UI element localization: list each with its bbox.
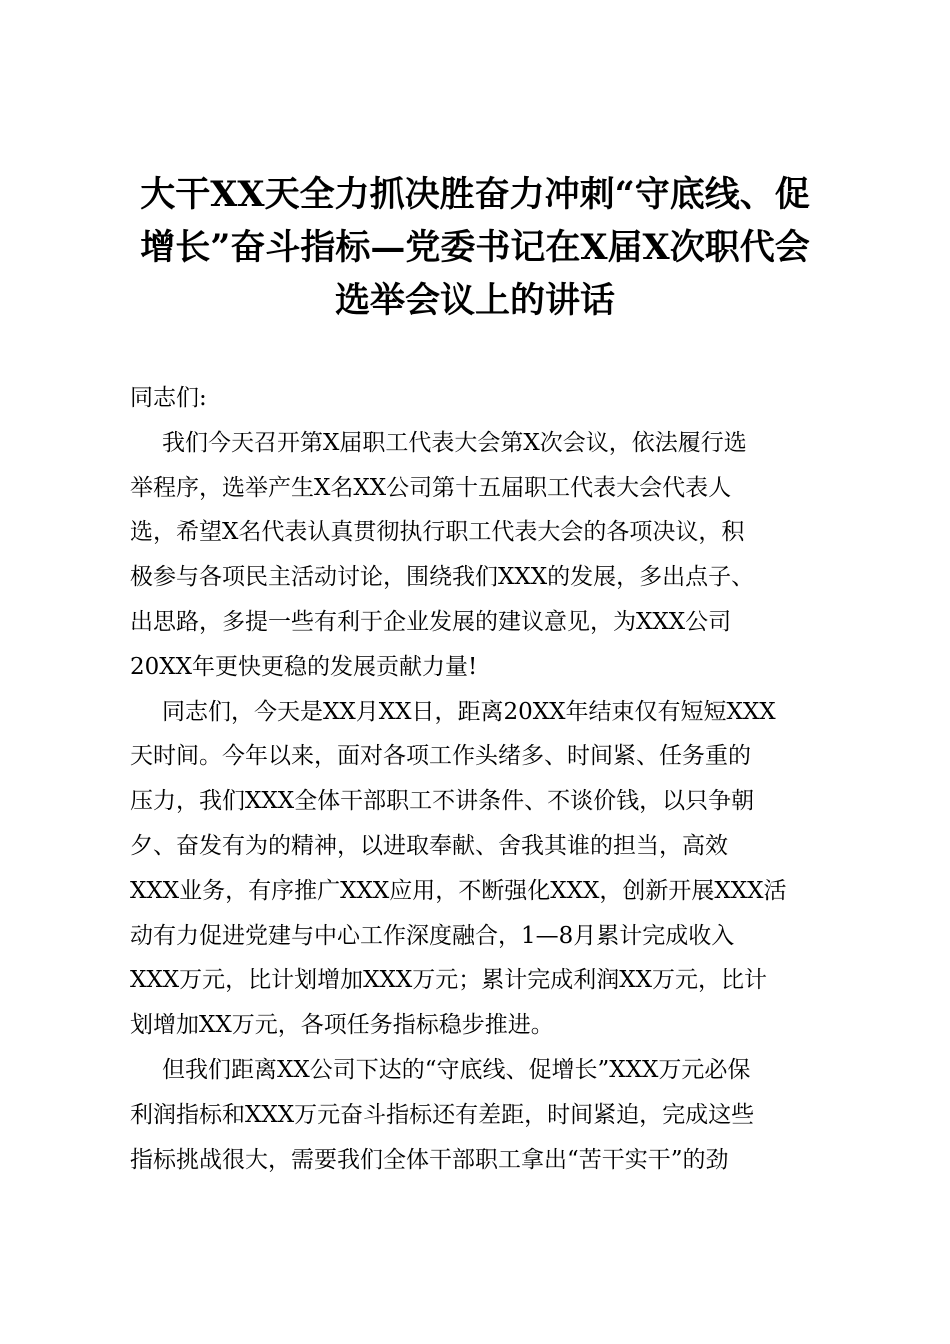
- paragraph-line: 我们今天召开第X届职工代表大会第X次会议，依法履行选: [162, 429, 747, 456]
- title-line: 大干XX天全力抓决胜奋力冲刺“守底线、促: [140, 174, 810, 215]
- paragraph: [130, 1048, 830, 1182]
- salutation: 同志们:: [130, 385, 207, 411]
- paragraphs: [130, 421, 830, 1183]
- paragraph-line: 20XX年更快更稳的发展贡献力量!: [130, 653, 478, 680]
- paragraph-line: 天时间。今年以来，面对各项工作头绪多、时间紧、任务重的: [130, 743, 751, 770]
- title-line: 选举会议上的讲话: [334, 280, 615, 321]
- document-title: [110, 168, 840, 327]
- paragraph-line: 同志们，今天是XX月XX日，距离20XX年结束仅有短短XXX: [162, 698, 776, 725]
- document-body: [130, 376, 830, 1182]
- paragraph-line: XXX业务，有序推广XXX应用，不断强化XXX，创新开展XXX活: [130, 877, 787, 904]
- paragraph-line: 划增加XX万元，各项任务指标稳步推进。: [130, 1012, 554, 1039]
- paragraph-line: 指标挑战很大，需要我们全体干部职工拿出“苦干实干”的劲: [130, 1146, 729, 1173]
- paragraph: [130, 421, 830, 690]
- paragraph-line: 动有力促进党建与中心工作深度融合，1—8月累计完成收入: [130, 922, 735, 949]
- paragraph-line: XXX万元，比计划增加XXX万元；累计完成利润XX万元，比计: [130, 967, 767, 994]
- paragraph-line: 但我们距离XX公司下达的“守底线、促增长”XXX万元必保: [162, 1056, 751, 1083]
- title-line: 增长”奋斗指标—党委书记在X届X次职代会: [140, 227, 810, 268]
- paragraph-line: 压力，我们XXX全体干部职工不讲条件、不谈价钱，以只争朝: [130, 788, 755, 815]
- paragraph-line: 极参与各项民主活动讨论，围绕我们XXX的发展，多出点子、: [130, 564, 755, 591]
- paragraph-line: 利润指标和XXX万元奋斗指标还有差距，时间紧迫，完成这些: [130, 1101, 755, 1128]
- paragraph-line: 举程序，选举产生X名XX公司第十五届职工代表大会代表人: [130, 474, 732, 501]
- paragraph-line: 夕、奋发有为的精神，以进取奉献、舍我其谁的担当，高效: [130, 832, 728, 859]
- paragraph-line: 出思路，多提一些有利于企业发展的建议意见，为XXX公司: [130, 608, 732, 635]
- paragraph-line: 选，希望X名代表认真贯彻执行职工代表大会的各项决议，积: [130, 519, 745, 546]
- paragraph: [130, 690, 830, 1048]
